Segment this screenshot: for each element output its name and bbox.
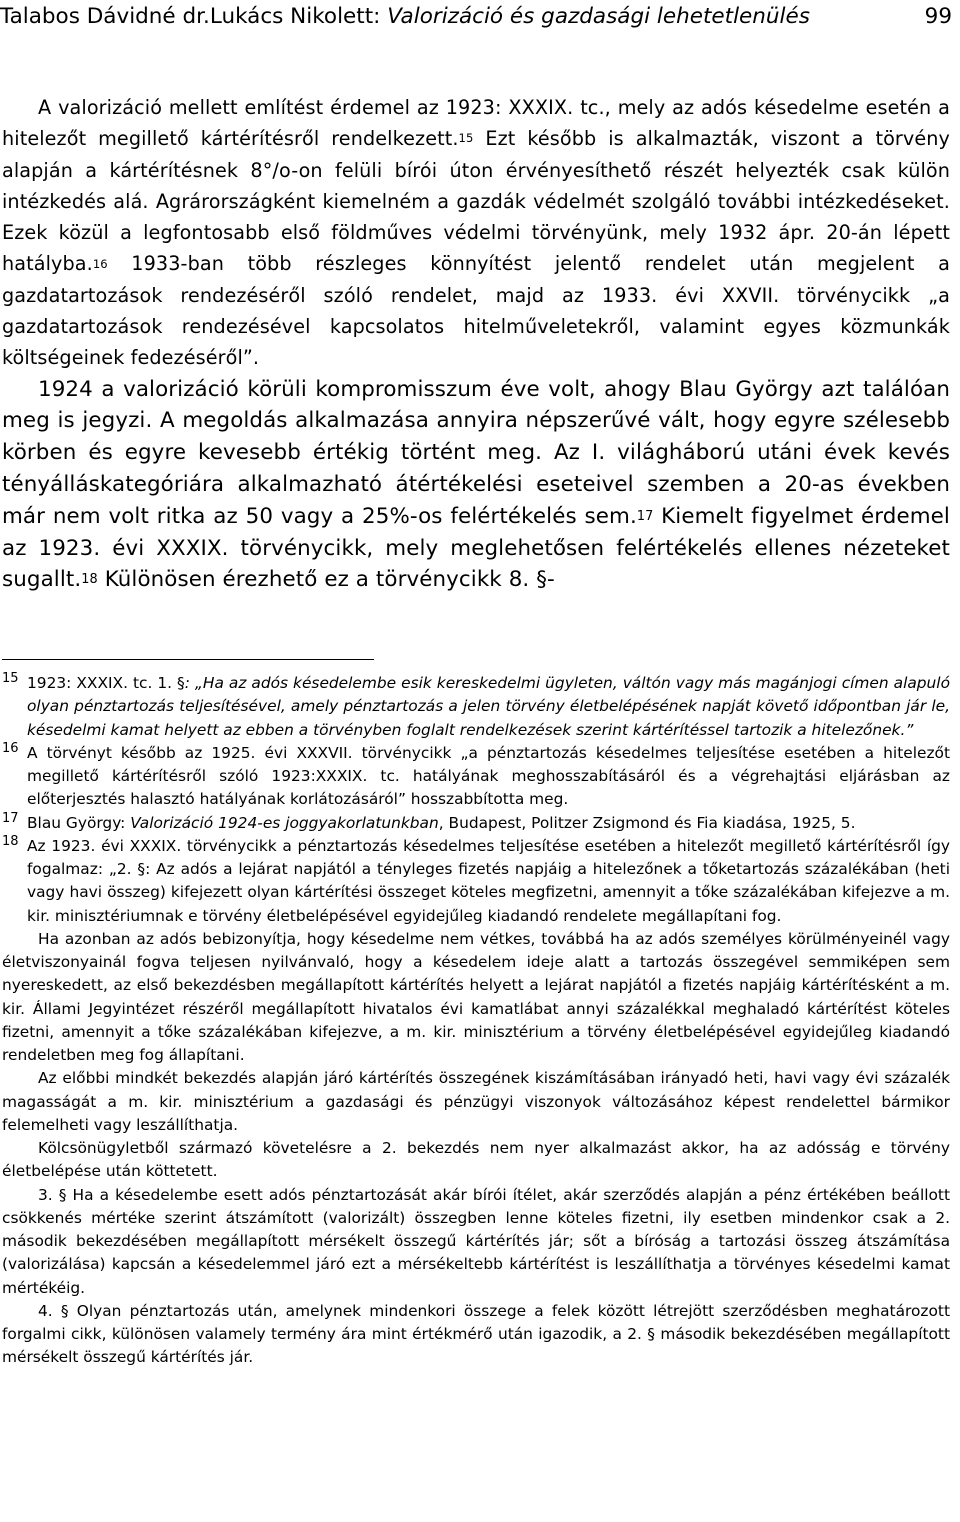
footnote-17 [2, 812, 950, 835]
paragraph-1 [2, 92, 950, 374]
footnote-text: Az 1923. évi XXXIX. törvénycikk a pénztartozás késedelmes teljesítése esetében a hitelezőt megillető kártérítésről így fogalmaz: „2. §: Az adós a lejárat napjától a tényleges fizetés napjáig a hitelezőnek a tőketartozás százalékában (heti vagy havi összeg) kifejezett olyan kártérítési összeget köteles megfizetni, amennyit a tőke százalékában kifejezve a m. kir. minisztériumnak e törvény életbelépésével egyidejűleg kiadandó rendelete megállapítani fog. [27, 836, 950, 925]
paragraph-2-part-c: Különösen érezhető ez a törvénycikk 8. §- [97, 567, 555, 593]
footnote-18-paragraph-3: Az előbbi mindkét bekezdés alapján járó kártérítés összegének kiszámításában irányadó heti, havi vagy évi százalék magasságát a m. kir. minisztérium a gazdasági és pénzügyi viszonyok változásához képest rendelettel bármikor felemelheti vagy leszállíthatja. [2, 1069, 950, 1134]
footnote-book-title: Valorizáció 1924-es joggyakorlatunkban [130, 813, 439, 832]
footnote-quote: : „Ha az adós késedelembe esik kereskedelmi ügyleten, váltón vagy más magánjogi címen alapuló olyan pénztartozás teljesítésével, amely pénztartozás a jelen törvény életbelépésének napját követő időpontban jár le, késedelmi kamat helyett az ebben a törvényben foglalt rendelkezések szerint kártérítéssel tartozik a hitelezőnek.” [27, 674, 951, 739]
footnote-text-tail: , Budapest, Politzer Zsigmond és Fia kiadása, 1925, 5. [438, 813, 856, 832]
footnote-18-paragraph-5: 3. § Ha a késedelembe esett adós pénztartozását akár bírói ítélet, akár szerződés alapján a pénz értékében beállott csökkenés mértéke szerint átszámított (valorizált) összegben lenne köteles fizetni, ily esetben mindenkor csak a 2. második bekezdésében megállapított mérsékelt összegű kártérítés jár; sőt a bíróság a tartozási összeg átszámítása (valorizálása) kapcsán a késedelemmel járó ezt a mérsékeltebb kártérítést is leszállíthatja a törvényes késedelmi kamat mértékéig. [2, 1185, 950, 1297]
footnote-18 [2, 835, 950, 928]
footnote-text: Blau György: [27, 813, 131, 832]
footnotes [2, 672, 950, 1370]
footnote-18-paragraph-6: 4. § Olyan pénztartozás után, amelynek mindenkori összege a felek között létrejött szerződésben meghatározott forgalmi cikk, különösen valamely termény ára mint értékmérő után igazodik, a 2. § második bekezdésében megállapított mérsékelt összegű kártérítés jár. [2, 1301, 950, 1367]
paragraph-1-part-b: Ezt később is alkalmazták, viszont a törvény alapján a kártérítésnek 8°/o-on felüli bírói úton érvényesíthető részét helyezték csak külön intézkedés alá. Agrárországként kiemelném a gazdák védelmét szolgáló további intézkedéseket. Ezek közül a legfontosabb első földműves védelmi törvényünk, mely 1932 ápr. 20-án lépett hatályba. [2, 127, 950, 276]
footnote-separator [2, 659, 374, 660]
footnote-15 [2, 672, 950, 742]
footnote-text: 1923: XXXIX. tc. 1. § [27, 674, 185, 692]
paragraph-2-part-a: 1924 a valorizáció körüli kompromisszum éve volt, ahogy Blau György azt találóan meg is jegyzi. A megoldás alkalmazása annyira népszerűvé vált, hogy egyre szélesebb körben és egyre kevesebb értékig történt meg. Az I. világháború utáni évek kevés tényálláskategóriára alkalmazható átértékelési eseteivel szemben a 20-as években már nem volt ritka az 50 vagy a 25%-os felértékelés sem. [2, 376, 950, 529]
page-number: 99 [924, 4, 952, 29]
paragraph-2-part-b: Kiemelt figyelmet érdemel az 1923. évi XXXIX. törvénycikk, mely meglehetősen felértékelés ellenes nézeteket sugallt. [2, 503, 950, 593]
footnote-ref-16[interactable]: 16 [92, 256, 108, 271]
header-title: Valorizáció és gazdasági lehetetlenülés [387, 4, 810, 29]
footnote-ref-17[interactable]: 17 [636, 508, 654, 524]
footnote-number: 18 [2, 833, 19, 849]
header-authors: Talabos Dávidné dr.Lukács Nikolett: [0, 4, 388, 29]
footnote-number: 17 [2, 810, 19, 826]
footnote-18-paragraph-2: Ha azonban az adós bebizonyítja, hogy késedelme nem vétkes, továbbá ha az adós személyes körülményeinél vagy életviszonyainál fogva teljesen nyilvánvaló, hogy a késedelem ideje alatt a tartozás összegével semmiképen sem nyereskedett, az első bekezdésben megállapított kártérítés helyett a lejárat napjától a fizetés napjáig kártérítésként a m. kir. Állami Jegyintézet részéről megállapított hivatalos évi kamatlábat annyi százalékkal meghaladó kártérítést köteles fizetni, amennyit a tőke százalékában kifejezve, a m. kir. minisztérium a törvény életbelépésével egyidejűleg kiadandó rendeletben meg fog állapítani. [2, 929, 950, 1064]
paragraph-1-part-c: 1933-ban több részleges könnyítést jelentő rendelet után megjelent a gazdatartozások rendezéséről szóló rendelet, majd az 1933. évi XXVII. törvénycikk „a gazdatartozások rendezésével kapcsolatos hitelműveletekről, valamint egyes közmunkák költségeinek fedezéséről”. [2, 252, 950, 370]
footnote-text: A törvényt később az 1925. évi XXXVII. törvénycikk „a pénztartozás késedelmes teljesítése esetében a hitelezőt megillető kártérítésről szóló 1923:XXXIX. tc. hatályának meghosszabításáról és a végrehajtási eljárásban az előterjesztés halasztó hatályának korlátozásáról” hosszabbította meg. [27, 743, 950, 809]
footnote-ref-15[interactable]: 15 [458, 131, 474, 146]
main-text [2, 92, 950, 596]
running-header [0, 2, 952, 32]
footnote-ref-18[interactable]: 18 [81, 572, 98, 588]
footnote-number: 15 [2, 671, 19, 686]
paragraph-1-part-a: A valorizáció mellett említést érdemel az 1923: XXXIX. tc., mely az adós késedelme esetén a hitelezőt megillető kártérítésről rendelkezett. [2, 96, 950, 151]
footnote-18-paragraph-4: Kölcsönügyletből származó követelésre a 2. bekezdés nem nyer alkalmazást akkor, ha az adósság e törvény életbelépése után köttetett. [2, 1139, 950, 1181]
footnote-16 [2, 742, 950, 812]
footnote-number: 16 [2, 740, 19, 756]
paragraph-2 [2, 374, 950, 597]
